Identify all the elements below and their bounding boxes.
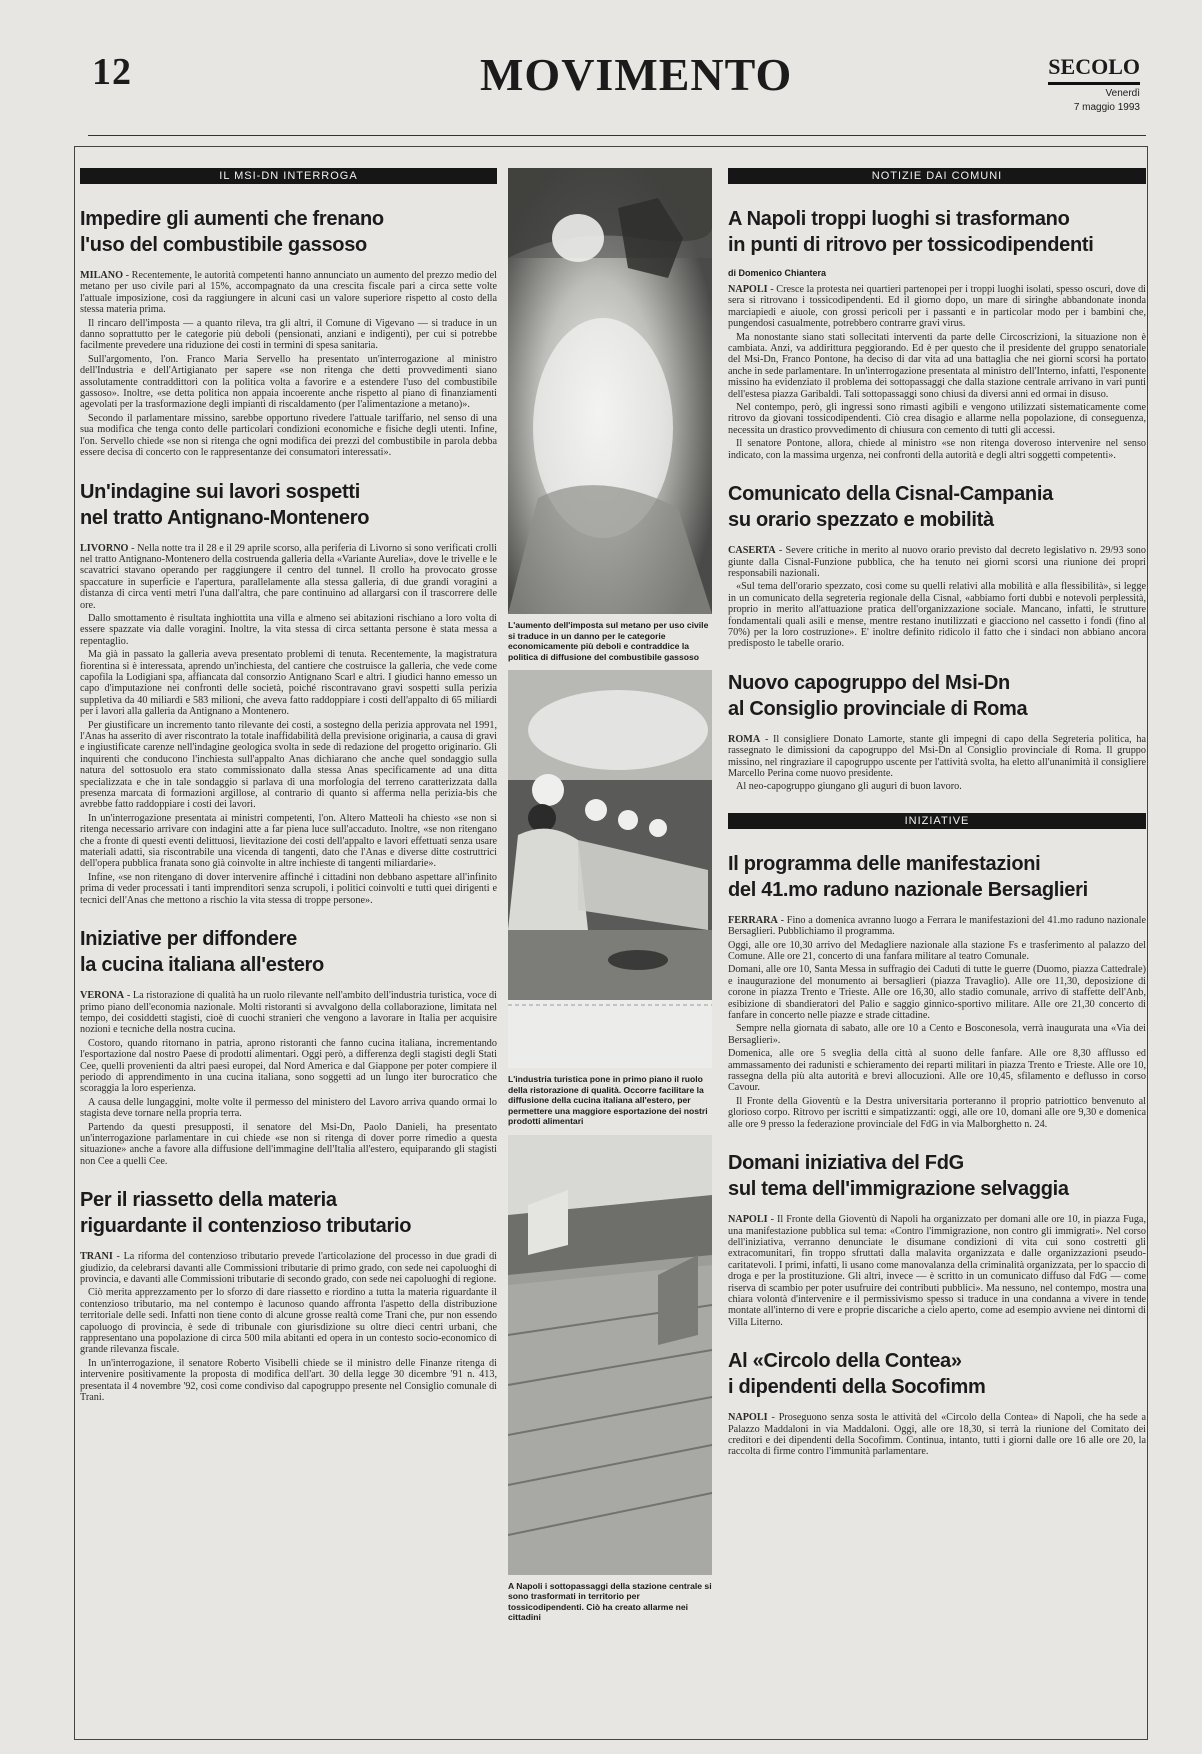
headline-metano: Impedire gli aumenti che frenano l'uso del combustibile gassoso	[80, 208, 384, 256]
kicker-notizie-comuni: NOTIZIE DAI COMUNI	[728, 168, 1146, 184]
article-cisnal: CASERTA - Severe critiche in merito al nuovo orario previsto dal decreto legislativo n. 29/93 sono giunte dalla Cisnal-Funzione pubblica, che ha tenuto nei giorni scorsi una riunione dei propri responsabili nazionali. «Sul tema dell'orario spezzato, così come su quelli relativi alla mobilità e alla flessibilità», si legge in un comunicato della segreteria regionale della Cisnal, «abbiamo forti dubbi e notevoli perplessità, proprio in merito all'attuazione pratica dell'organizzazione sociale. Mancano, infatti, le strutture fondamentali quali asili e mense, mentre restano inutilizzati e giacciono nel cassetto i fondi (fino al 70%) per la loro costruzione». E' inoltre definito ridicolo il fatto che i sindaci non abbiano ancora predisposto le tabelle orario.	[728, 545, 1146, 650]
kicker-msi-interroga: IL MSI-DN INTERROGA	[80, 168, 497, 184]
middle-column	[508, 168, 712, 1631]
issue-day: Venerdì	[1105, 88, 1140, 99]
article-circolo-contea: NAPOLI - Proseguono senza sosta le attività del «Circolo della Contea» di Napoli, che ha sede a Palazzo Maddaloni in via Maddaloni. Oggi, alle ore 18,30, si terrà la riunione del Comitato dei creditori e dei dipendenti della Socofimm. Continua, intanto, tutti i giorni dalle ore 16 alle ore 20, la raccolta di firme contro l'immunità parlamentare.	[728, 1412, 1146, 1458]
headline-livorno: Un'indagine sui lavori sospetti nel tratto Antignano-Montenero	[80, 480, 370, 529]
right-column	[728, 168, 1146, 1478]
headline-cucina: Iniziative per diffondere la cucina italiana all'estero	[80, 928, 324, 977]
photo-chefs	[508, 670, 712, 1068]
headline-bersaglieri: Il programma delle manifestazioni del 41.mo raduno nazionale Bersaglieri	[728, 852, 1088, 901]
article-cucina: VERONA - La ristorazione di qualità ha un ruolo rilevante nell'ambito dell'industria turistica, voce di primo piano dell'economia nazionale. Molti ristoranti si avvalgono della collaborazione, limitata nel tempo, dei cosiddetti stagisti, cioè di cuochi stranieri che vengono a lavorare in Italia per acquisire nozioni e tecniche della nostra cucina. Costoro, quando ritornano in patria, aprono ristoranti che fanno cucina italiana, incrementando l'esportazione dal nostro Paese di prodotti alimentari. Oggi però, a differenza degli stagisti degli Stati Cee, quelli provenienti da altri paesi europei, dal Nord America e dal Giappone per poter compiere il periodo di apprendimento in una cucina italiana, sono soggetti ad un lungo iter burocratico che scoraggia la loro esperienza. A causa delle lungaggini, molte volte il permesso del ministero del Lavoro arriva quando ormai lo stagista deve tornare nella propria terra. Partendo da questi presupposti, il senatore del Msi-Dn, Paolo Danieli, ha presentato un'interrogazione parlamentare in cui chiede «se non si ritenga di dover porre rimedio a questa situazione» anche a favore alla diffusione dell'immagine dell'Italia all'estero, equiparando gli stagisti non Cee a quelli Cee.	[80, 990, 497, 1167]
article-capogruppo: ROMA - Il consigliere Donato Lamorte, stante gli impegni di capo della Segreteria politica, ha rassegnato le dimissioni da capogruppo del Msi-Dn al Consiglio provinciale di Roma. Il gruppo missino, nel ringraziare il capogruppo uscente per l'attività svolta, ha eletto all'unanimità il consigliere Marcello Perina come nuovo presidente. Al neo-capogruppo giungano gli auguri di buon lavoro.	[728, 733, 1146, 793]
caption-metano: L'aumento dell'imposta sul metano per uso civile si traduce in un danno per le categorie economicamente più deboli e contraddice la politica di diffusione del combustibile gassoso	[508, 620, 709, 662]
article-bersaglieri: FERRARA - Fino a domenica avranno luogo a Ferrara le manifestazioni del 41.mo raduno nazionale Bersaglieri. Pubblichiamo il programma. Oggi, alle ore 10,30 arrivo del Medagliere nazionale alla stazione Fs e trasferimento al palazzo del Comune. Alle ore 21, concerto di una fanfara militare al teatro Comunale. Domani, alle ore 10, Santa Messa in suffragio dei Caduti di tutte le guerre (Duomo, piazza Cattedrale) e inaugurazione del monumento ai bersaglieri (piazza Travaglio). Alle ore 11,30, deposizione di corone in piazza Trento e Trieste. Alle ore 16,30, allo stadio comunale, arrivo di staffette dell'Anb, esibizione di sbandieratori del Palio e saggio ginnico-sportivo militare. Alle ore 21,30 concerto di fanfare in concerto nelle piazze e strade cittadine. Sempre nella giornata di sabato, alle ore 10 a Cento e Bosconesola, verrà inaugurata una «Via dei Bersaglieri». Domenica, alle ore 5 sveglia della città al suono delle fanfare. Alle ore 8,30 afflusso ed ammassamento dei radunisti e schieramento dei reparti militari in piazza Trento e Trieste. Alle ore 10, rassegna della più alta autorità e brevi allocuzioni. Alle ore 10,45, sfilamento e deflusso in corso Cavour. Il Fronte della Gioventù e la Destra universitaria porteranno il proprio patriottico benvenuto al glorioso corpo. Ritrovo per iscritti e simpatizzanti: oggi, alle ore 10, domani alle ore 9,30 e domenica alle ore 9 presso la federazione provinciale del FdG in via Malborghetto n. 24.	[728, 914, 1146, 1130]
masthead	[1030, 54, 1140, 113]
kicker-iniziative: INIZIATIVE	[728, 813, 1146, 829]
caption-cucina: L'industria turistica pone in primo piano il ruolo della ristorazione di qualità. Occorre facilitare la diffusione della cucina italiana all'estero, per permettere una maggiore esportazione dei nostri prodotti alimentari	[508, 1074, 708, 1126]
article-fdg-immigrazione: NAPOLI - Il Fronte della Gioventù di Napoli ha organizzato per domani alle ore 10, in piazza Fuga, una manifestazione pubblica sul tema: «Contro l'immigrazione, non contro gli immigrati». Nel corso dell'iniziativa, verranno denunciate le disumane condizioni di vita cui sono costretti gli extracomunitari, fin troppo sfruttati dalla malavita organizzata e dalle organizzazioni pseudo-caritatevoli. I primi, infatti, li usano come manovalanza della criminalità organizzata, per lo spaccio di droga e per la prostituzione. Gli altri, invece — è scritto in un comunicato diffuso dal FdG — come riserva di scambio per poter usufruire dei contributi pubblici». Ma nessuno, nel contempo, mostra una chiara volontà d'intervenire e il permissivismo spesso si traduce in una condanna a vivere in tende montate all'interno di vere e proprie discariche a cielo aperto, come ad esempio avviene nei dintorni di Villa Literno.	[728, 1214, 1146, 1328]
article-napoli-tossicodipendenti: NAPOLI - Cresce la protesta nei quartieri partenopei per i troppi luoghi isolati, spesso oscuri, dove di sera si ritrovano i tossicodipendenti. Ed il giorno dopo, un mare di siringhe abbandonate inonda marciapiedi e aiuole, con grossi pericoli per i passanti e in particolar modo per i bambini che, pungendosi casualmente, potrebbero contrarre gravi virus. Ma nonostante siano stati sollecitati interventi da parte delle Circoscrizioni, la situazione non è cambiata. Anzi, va addirittura peggiorando. Ed è per questo che il presidente del gruppo senatoriale del Msi-Dn, Franco Pontone, ha deciso di dar vita ad una battaglia che nei giorni scorsi ha portato anche in sede parlamentare. In un'interrogazione presentata al ministro dell'Interno, infatti, l'esponente missino ha evidenziato il problema dei sottopassaggi che dalla stazione centrale arrivano in vari punti dell'estesa piazza Garibaldi. Tali sottopassaggi sono chiusi da diversi anni ed ormai in disuso. Nel contempo, però, gli ingressi sono rimasti agibili e vengono utilizzati sistematicamente come ritrovo da giovani tossicodipendenti. Ciò crea disagio e allarme nella popolazione, di conseguenza, necessita un drastico provvedimento di chiusura con cemento di tutti gli accessi. Il senatore Pontone, allora, chiede al ministro «se non ritenga doveroso intervenire nel senso indicato, con la massima urgenza, nei confronti della autorità e degli altri soggetti competenti».	[728, 284, 1146, 461]
header-rule	[88, 135, 1146, 136]
headline-circolo-contea: Al «Circolo della Contea» i dipendenti della Socofimm	[728, 1350, 986, 1399]
page-number: 12	[92, 51, 132, 93]
headline-tributario: Per il riassetto della materia riguardante il contenzioso tributario	[80, 1189, 412, 1238]
caption-napoli: A Napoli i sottopassaggi della stazione centrale si sono trasformati in territorio per tossicodipendenti. Ciò ha creato allarme nei cittadini	[508, 1580, 712, 1622]
issue-date: 7 maggio 1993	[1073, 102, 1140, 113]
headline-napoli-tossicodipendenti: A Napoli troppi luoghi si trasformano in punti di ritrovo per tossicodipendenti	[728, 208, 1094, 256]
byline: di Domenico Chiantera	[728, 268, 827, 278]
section-title: MOVIMENTO	[480, 49, 793, 100]
newspaper-name: SECOLO	[1048, 54, 1140, 85]
headline-capogruppo: Nuovo capogruppo del Msi-Dn al Consiglio provinciale di Roma	[728, 671, 1028, 720]
photo-metano-flame	[508, 168, 712, 614]
article-tributario: TRANI - La riforma del contenzioso tributario prevede l'articolazione del processo in due gradi di giudizio, da celebrarsi davanti alle Commissioni tributarie di primo grado, con sede nei capoluoghi di provincia, e davanti alle Commissioni tributarie di secondo grado, con sede nei capoluoghi di regione. Ciò merita apprezzamento per lo sforzo di dare riassetto e riordino a tutta la materia riguardante il contenzioso tributario, ma nel contempo è lacunoso quando affronta l'aspetto della distribuzione territoriale delle sedi. Infatti non tiene conto di alcune grosse realtà come Trani che, pur non essendo capoluogo di provincia, è sede di tribunale con giurisdizione su oltre dieci centri urbani, che rappresentano una popolazione di circa 500 mila abitanti ed opera in un contesto socio-economico di grande rilevanza fiscale. In un'interrogazione, il senatore Roberto Visibelli chiede se il ministro delle Finanze ritenga di intervenire positivamente la proposta di modifica dell'art. 30 della legge 30 dicembre '91 n. 413, presentata il 4 novembre '92, così come condiviso dal capogruppo presente nel Consiglio comunale di Trani.	[80, 1251, 497, 1404]
headline-fdg-immigrazione: Domani iniziativa del FdG sul tema dell'immigrazione selvaggia	[728, 1152, 1069, 1201]
article-metano: MILANO - Recentemente, le autorità competenti hanno annunciato un aumento del prezzo medio del metano per uso civile pari al 15%, accompagnato da una crescita fiscale pari a circa sette volte l'attuale imposizione, così da raggiungere in alcuni casi un valore superiore rispetto al costo della stessa materia prima. Il rincaro dell'imposta — a quanto rileva, tra gli altri, il Comune di Vigevano — si traduce in un danno soprattutto per le categorie più deboli (pensionati, anziani e indigenti), per cui si potrebbe facilmente prevedere una riduzione dei costi in termini di spesa sanitaria. Sull'argomento, l'on. Franco Maria Servello ha presentato un'interrogazione al ministro dell'Industria e dell'Artigianato per sapere «se non ritenga che detti provvedimenti siano assolutamente contraddittori con la politica volta a favorire e a estendere l'uso del combustibile gassoso». Inoltre, «se detta politica non appaia incoerente anche rispetto al piano di finanziamenti agevolati per la trasformazione degli impianti di riscaldamento (per l'alimentazione a metano)». Secondo il parlamentare missino, sarebbe opportuno rivedere l'attuale tariffario, nel senso di una sua modifica che tenga conto delle particolari condizioni economiche e fisiche degli utenti. Infine, l'on. Servello chiede «se non si ritenga che ogni modifica dei prezzi del combustibile in parola debba essere decisa di concerto con le rappresentanze dei consumatori interessati».	[80, 270, 497, 459]
photo-napoli-station	[508, 1135, 712, 1575]
article-livorno: LIVORNO - Nella notte tra il 28 e il 29 aprile scorso, alla periferia di Livorno si sono verificati crolli nel tratto Antignano-Montenero della costruenda galleria della «Variante Aurelia», dove le trivelle e le scavatrici stavano operando per raggiungere il centro del tunnel. Il crollo ha provocato grosse spaccature in superficie e l'apertura, parallelamente alla stessa galleria, di due grandi voragini a distanza di circa venti metri l'una dall'altra, che pare continuino ad allargarsi con il trascorrere delle ore. Dallo smottamento è risultata inghiottita una villa e almeno sei abitazioni rischiano a loro volta di essere spazzate via dalle voragini. Inoltre, la vita stessa di circa settanta persone è stata messa a repentaglio. Ma già in passato la galleria aveva presentato problemi di tenuta. Recentemente, la magistratura fiorentina si è interessata, aprendo un'inchiesta, del cantiere che costruisce la galleria, che vede come capofila la Lodigiani spa, affiancata dal consorzio Antignano Scarl e altri. I giudici hanno emesso un capo d'imputazione nei confronti delle società, poiché riscontravano gravi sospetti sulla perizia suppletiva da 40 miliardi e 583 milioni, che aveva fatto raddoppiare i costi dell'appalto di 65 miliardi per i lavori alla galleria da Antignano a Montenero. Per giustificare un incremento tanto rilevante dei costi, a sostegno della perizia approvata nel 1991, l'Anas ha asserito di aver riscontrato la totale inaffidabilità della previsione originaria, a causa di gravi e ingiustificate carenze nell'indagine geologica svolta in sede di redazione del progetto originario. Gli inquirenti che conducono l'inchiesta sull'appalto Anas dichiarano che anche quel sondaggio sulla natura del sottosuolo era stato commissionato dalla stessa Anas specificamente ad una ditta specializzata e che in tale sondaggio si parlava di una morfologia del terreno caratterizzata dalla presenza marcata di formazioni argillose, al contrario di quanto si afferma nella perizia-bis che avrebbe fatto raddoppiare i costi dei lavori. In un'interrogazione presentata ai ministri competenti, l'on. Altero Matteoli ha chiesto «se non si ritenga necessario arrivare con indagini atte a far piena luce sull'accaduto. Inoltre, «se non ritengano che a fronte di questi eventi delittuosi, lievitazione dei costi dell'appalto e lavori effettuati senza usare materiali adatti, sia riscontrabile una vicenda di tangenti, dato che l'Anas e diverse ditte costruttrici dell'opera pubblica franata sono già coinvolte in altre inchieste di tangenti miliardarie». Infine, «se non ritengano di dover intervenire affinché i cittadini non debbano aspettare all'infinito prima di veder processati i tanti imprenditori senza scrupoli, i politici coinvolti e tutti quei dirigenti e tecnici dell'Anas che mettono a rischio la vita stessa di troppe persone».	[80, 542, 497, 906]
left-column	[80, 168, 497, 1423]
headline-cisnal: Comunicato della Cisnal-Campania su orario spezzato e mobilità	[728, 483, 1053, 532]
